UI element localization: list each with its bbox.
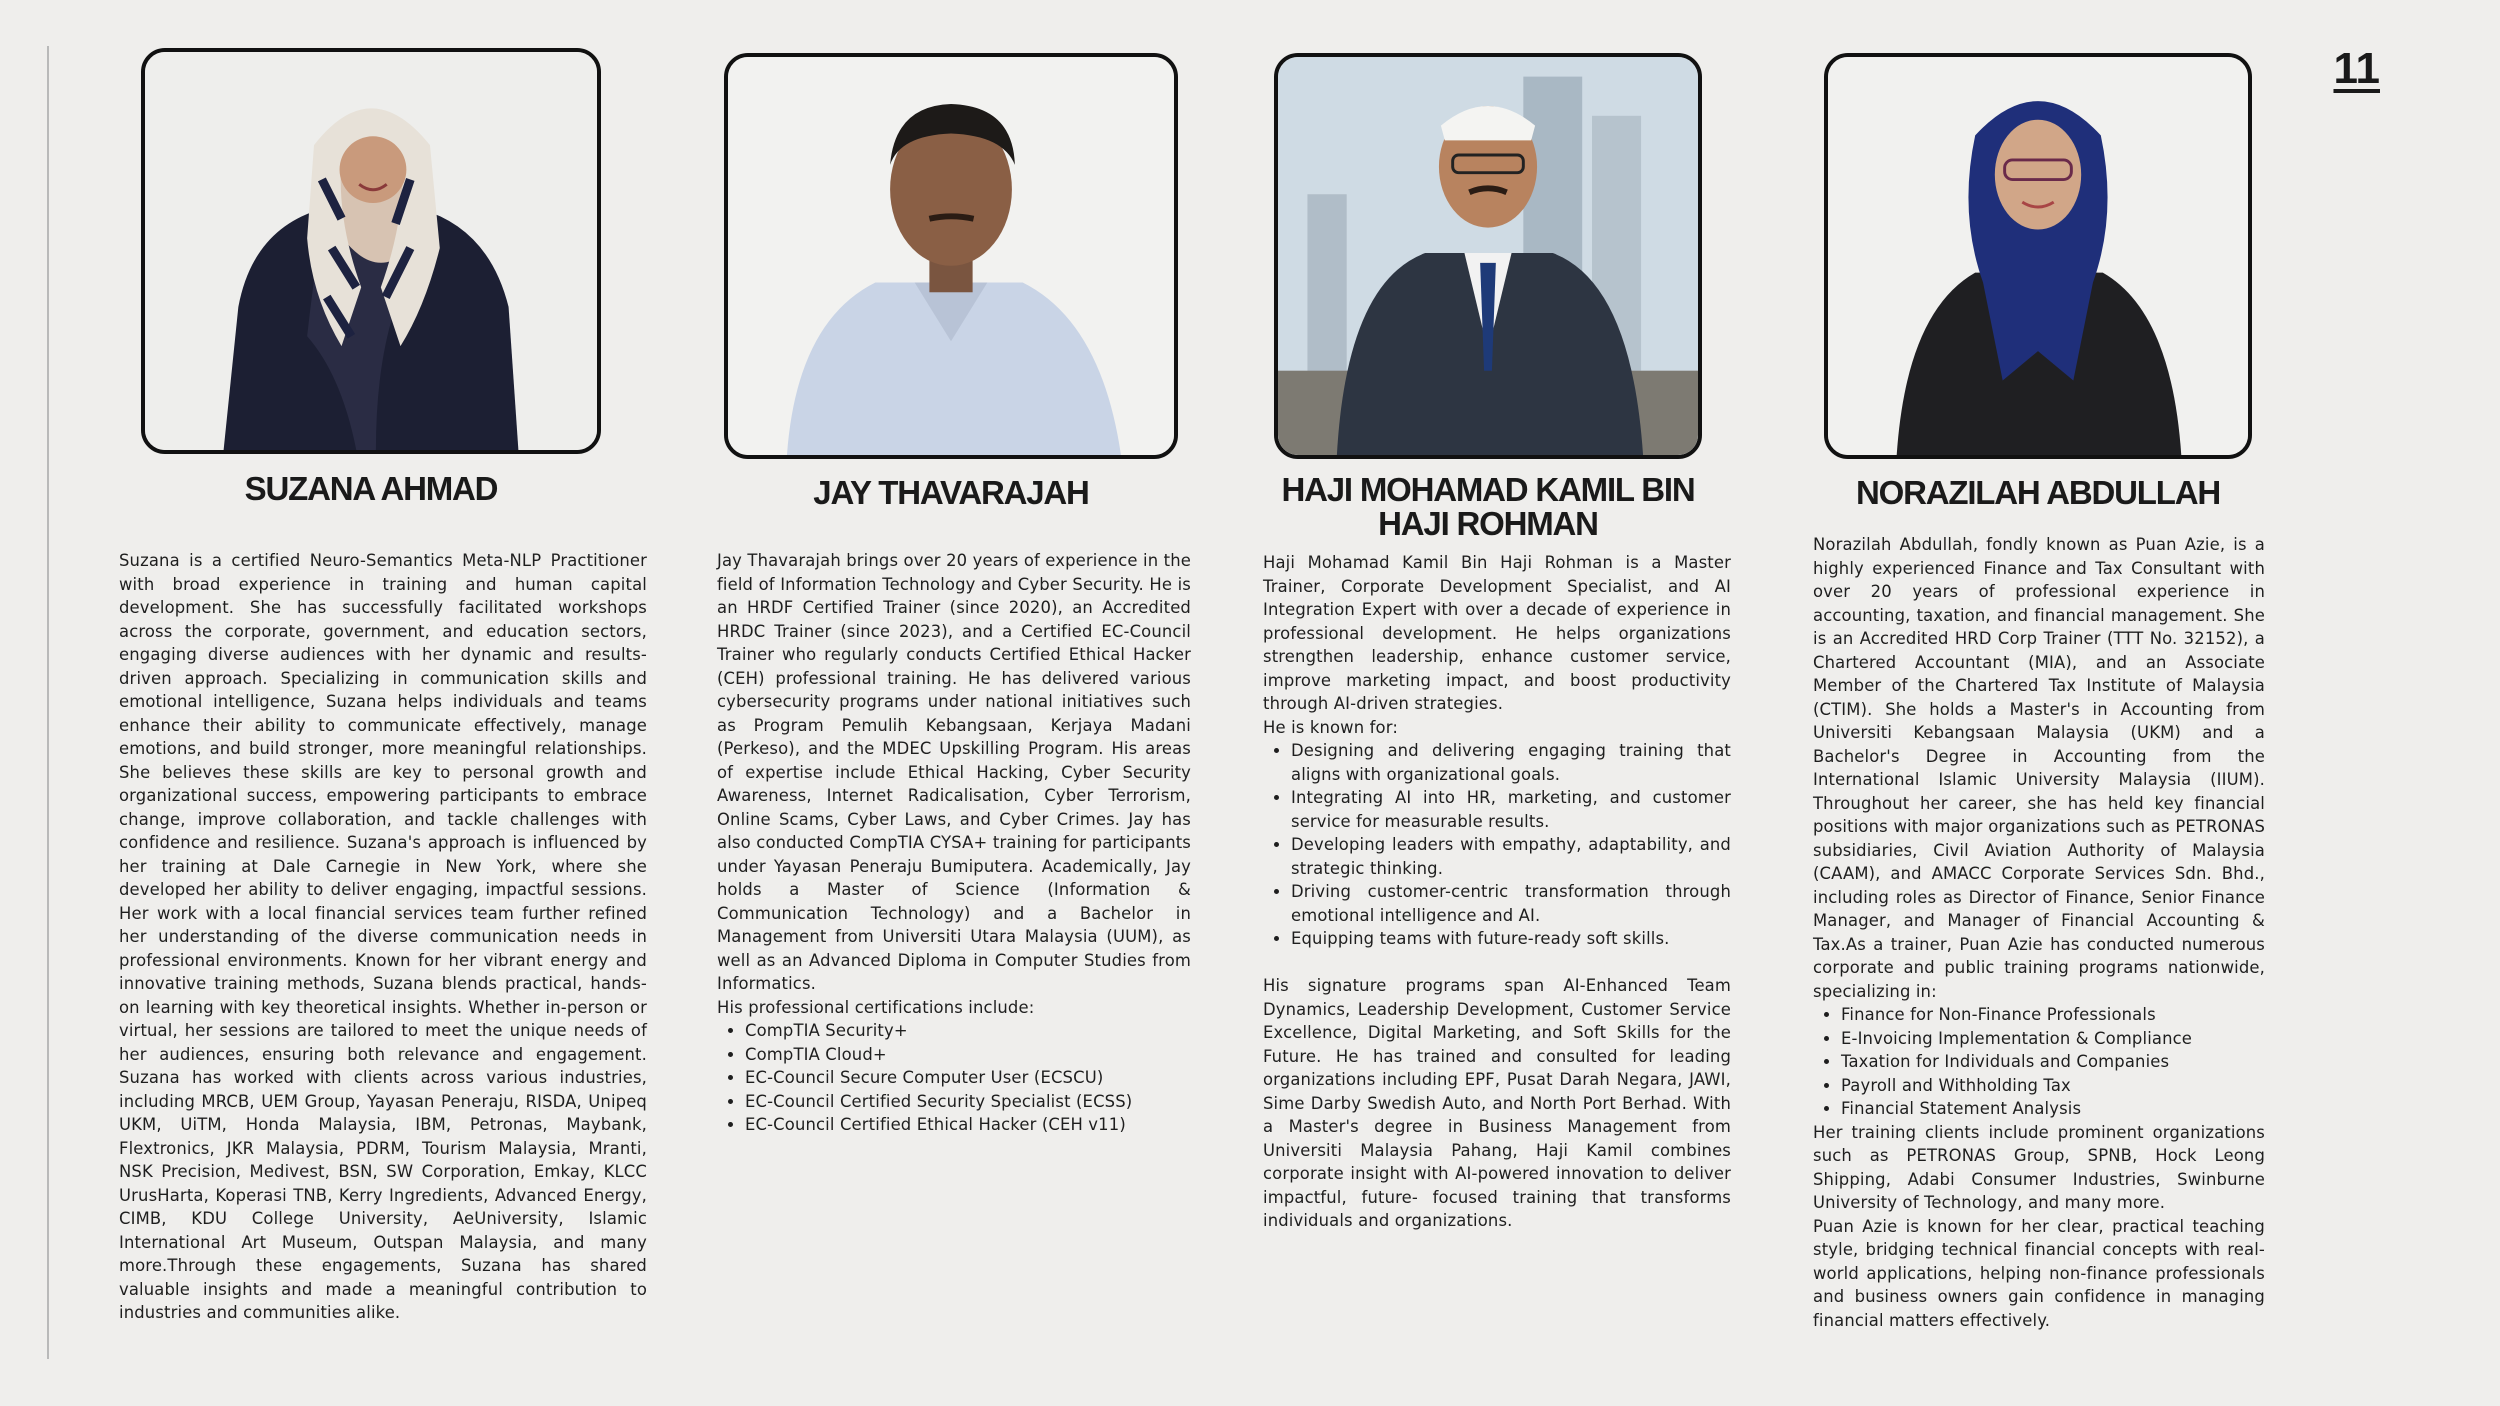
specialty-item: • E-Invoicing Implementation & Compliance (1841, 1027, 2265, 1051)
name-jay: JAY THAVARAJAH (813, 474, 1089, 511)
bio-kamil-closing: His signature programs span AI-Enhanced Team Dynamics, Leadership Development, Customer Service Excellence, Digital Marketing, and Soft Skills for the Future. He has trained and consulted for leading organizations including EPF, Pusat Darah Negara, JAWI, Sime Darby Swedish Auto, and North Port Berhad. With a Master's degree in Business Management from Universiti Malaysia Pahang, Haji Kamil combines corporate insight with AI-powered innovation to deliver impactful, future- focused training that transforms individuals and organizations. (1263, 976, 1731, 1230)
name-norazilah: NORAZILAH ABDULLAH (1856, 474, 2220, 511)
specialty-item: • Payroll and Withholding Tax (1841, 1074, 2265, 1098)
specialty-item: • Finance for Non-Finance Professionals (1841, 1003, 2265, 1027)
left-divider-line (47, 46, 49, 1359)
bio-kamil-known-intro: He is known for: (1263, 717, 1399, 737)
bio-jay-cert-intro: His professional certifications include: (717, 997, 1035, 1017)
photo-norazilah (1824, 53, 2252, 459)
bio-norazilah (1813, 533, 2265, 1332)
bio-norazilah-clients: Her training clients include prominent organizations such as PETRONAS Group, SPNB, Hock Leong Shipping, Adabi Consumer Industries, Swinburne University of Technology, and many more. (1813, 1122, 2265, 1212)
specialty-item: • Taxation for Individuals and Companies (1841, 1050, 2265, 1074)
specialty-item: • Financial Statement Analysis (1841, 1097, 2265, 1121)
cert-item: • EC-Council Certified Ethical Hacker (CEH v11) (745, 1113, 1191, 1137)
known-for-item: • Equipping teams with future-ready soft skills. (1291, 927, 1731, 951)
known-for-item: • Designing and delivering engaging training that aligns with organizational goals. (1291, 739, 1731, 786)
known-for-item: • Integrating AI into HR, marketing, and customer service for measurable results. (1291, 786, 1731, 833)
photo-jay (724, 53, 1178, 459)
photo-kamil (1274, 53, 1702, 459)
known-for-item: • Driving customer-centric transformation through emotional intelligence and AI. (1291, 880, 1731, 927)
known-for-list (1263, 739, 1731, 951)
cert-list (717, 1019, 1191, 1137)
bio-jay (717, 549, 1191, 1137)
photo-suzana (141, 48, 601, 454)
name-suzana: SUZANA AHMAD (244, 470, 498, 507)
cert-item: • CompTIA Cloud+ (745, 1043, 1191, 1067)
name-kamil: HAJI MOHAMAD KAMIL BIN HAJI ROHMAN (1281, 471, 1695, 542)
bio-norazilah-text: Norazilah Abdullah, fondly known as Puan Azie, is a highly experienced Finance and Tax Consultant with over 20 years of professional experience in accounting, taxation, and financial management. She is an Accredited HRD Corp Trainer (TTT No. 32152), a Chartered Accountant (MIA), and an Associate Member of the Chartered Tax Institute of Malaysia (CTIM). She holds a Master's in Accounting from Universiti Kebangsaan Malaysia (UKM) and a Bachelor's Degree in Accounting from the International Islamic University Malaysia (IIUM). Throughout her career, she has held key financial positions with major organizations such as PETRONAS subsidiaries, Civil Aviation Authority of Malaysia (CAAM), and AMACC Corporate Services Sdn. Bhd., including roles as Director of Finance, Senior Finance Manager, and Manager of Financial Accounting & Tax.As a trainer, Puan Azie has conducted numerous corporate and public training programs nationwide, specializing in: (1813, 535, 2265, 1001)
bio-norazilah-closing: Puan Azie is known for her clear, practical teaching style, bridging technical financial concepts with real-world applications, helping non-finance professionals and business owners gain confidence in managing financial matters effectively. (1813, 1216, 2265, 1330)
cert-item: • CompTIA Security+ (745, 1019, 1191, 1043)
cert-item: • EC-Council Secure Computer User (ECSCU) (745, 1066, 1191, 1090)
cert-item: • EC-Council Certified Security Specialist (ECSS) (745, 1090, 1191, 1114)
bio-suzana (119, 549, 647, 1325)
known-for-item: • Developing leaders with empathy, adaptability, and strategic thinking. (1291, 833, 1731, 880)
bio-jay-text: Jay Thavarajah brings over 20 years of experience in the field of Information Technology and Cyber Security. He is an HRDF Certified Trainer (since 2020), an Accredited HRDC Trainer (since 2023), and a Certified EC-Council Trainer who regularly conducts Certified Ethical Hacker (CEH) professional training. He has delivered various cybersecurity programs under national initiatives such as Program Pemulih Kebangsaan, Kerjaya Madani (Perkeso), and the MDEC Upskilling Program. His areas of expertise include Ethical Hacking, Cyber Security Awareness, Internet Radicalisation, Cyber Terrorism, Online Scams, Cyber Laws, and Cyber Crimes. Jay has also conducted CompTIA CYSA+ training for participants under Yayasan Peneraju Bumiputera. Academically, Jay holds a Master of Science (Information & Communication Technology) and a Bachelor in Management from Universiti Utara Malaysia (UUM), as well as an Advanced Diploma in Computer Studies from Informatics. (717, 551, 1191, 993)
bio-suzana-text: Suzana is a certified Neuro-Semantics Meta-NLP Practitioner with broad experience in training and human capital development. She has successfully facilitated workshops across the corporate, government, and education sectors, engaging diverse audiences with her dynamic and results-driven approach. Specializing in communication skills and emotional intelligence, Suzana helps individuals and teams enhance their ability to communicate effectively, manage emotions, and build stronger, more meaningful relationships. She believes these skills are key to personal growth and organizational success, empowering participants to embrace change, improve collaboration, and tackle challenges with confidence and resilience. Suzana's approach is influenced by her training at Dale Carnegie in New York, where she developed her ability to deliver engaging, impactful sessions. Her work with a local financial services team further refined her understanding of the diverse communication needs in professional environments. Known for her vibrant energy and innovative training methods, Suzana blends practical, hands-on learning with key theoretical insights. Whether in-person or virtual, her sessions are tailored to meet the unique needs of her audiences, ensuring both relevance and engagement. Suzana has worked with clients across various industries, including MRCB, UEM Group, Yayasan Peneraju, RISDA, Unipeq UKM, UiTM, Honda Malaysia, IBM, Petronas, Maybank, Flextronics, JKR Malaysia, PDRM, Tourism Malaysia, Mranti, NSK Precision, Medivest, BSN, SW Corporation, Emkay, KLCC UrusHarta, Koperasi TNB, Kerry Ingredients, Advanced Energy, CIMB, KDU College University, AeUniversity, Islamic International Art Museum, Outspan Malaysia, and many more.Through these engagements, Suzana has shared valuable insights and made a meaningful contribution to industries and communities alike. (119, 551, 647, 1322)
bio-kamil (1263, 551, 1731, 1233)
page-number: 11 (2333, 44, 2380, 93)
specialty-list (1813, 1003, 2265, 1121)
bio-kamil-text: Haji Mohamad Kamil Bin Haji Rohman is a Master Trainer, Corporate Development Specialist, and AI Integration Expert with over a decade of experience in professional development. He helps organizations strengthen leadership, enhance customer service, improve marketing impact, and boost productivity through AI-driven strategies. (1263, 553, 1731, 713)
